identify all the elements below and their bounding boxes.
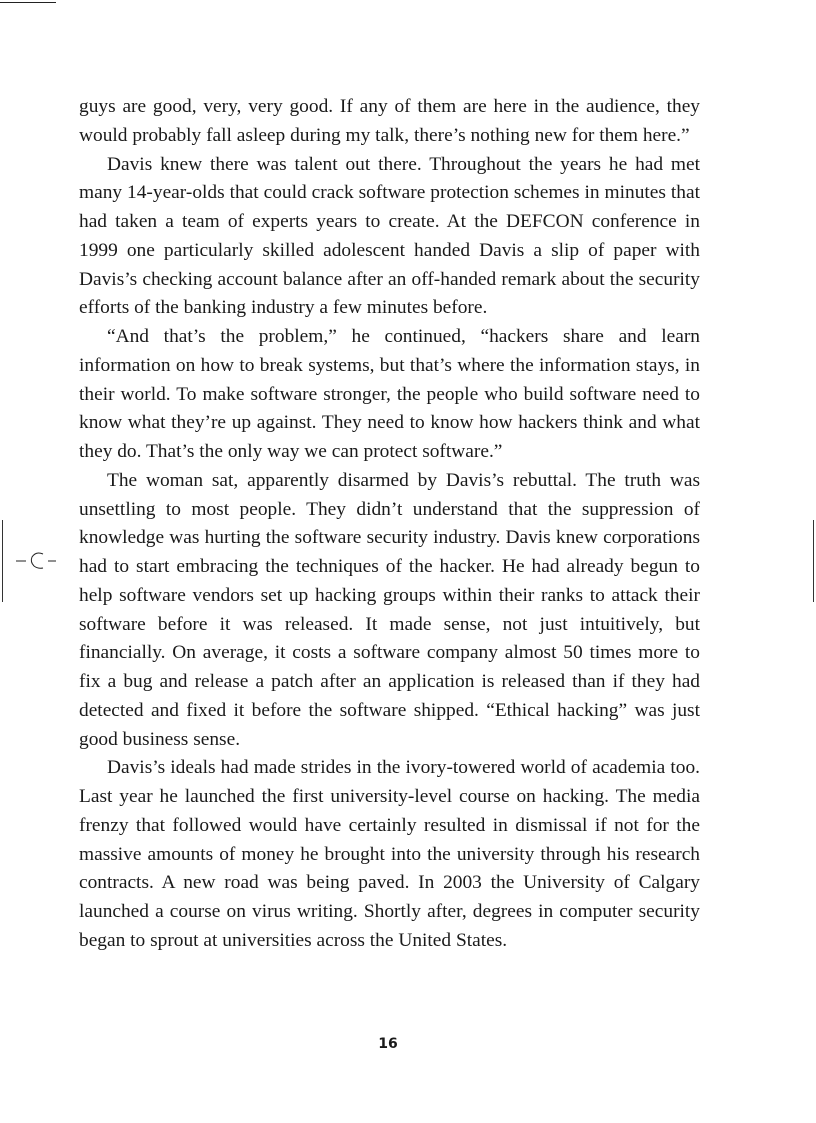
crop-mark-right <box>813 520 814 602</box>
paragraph-4: The woman sat, apparently disarmed by Davis’s rebuttal. The truth was unsettling to most people. They didn’t understand that the suppression of knowledge was hurting the software security industry. Davis knew corporations had to start embracing the techniques of the hacker. He had already begun to help software vendors set up hacking groups within their ranks to attack their software before it was released. It made sense, not just intuitively, but financially. On average, it costs a software company almost 50 times more to fix a bug and release a patch after an application is released than if they had detected and fixed it before the software shipped. “Ethical hacking” was just good business sense. <box>79 469 700 750</box>
paragraph-3: “And that’s the problem,” he continued, “hackers share and learn information on how to break systems, but that’s where the information stays, in their world. To make software stronger, the people who build software need to know what they’re up against. They need to know how hackers think and what they do. That’s the only way we can protect software.” <box>79 326 700 462</box>
crop-mark-left <box>2 520 3 602</box>
paragraph-2: Davis knew there was talent out there. Throughout the years he had met many 14-year-olds that could crack software protection schemes in minutes that had taken a team of experts years to create. At the DEFCON conference in 1999 one particularly skilled adolescent handed Davis a slip of paper with Davis’s checking account balance after an off-handed remark about the security efforts of the banking industry a few minutes before. <box>79 153 700 319</box>
body-text <box>79 93 700 956</box>
crop-mark-top-left <box>0 2 56 3</box>
paragraph-1: guys are good, very, very good. If any of them are here in the audience, they would probably fall asleep during my talk, there’s nothing new for them here.” <box>79 96 700 146</box>
paragraph-5: Davis’s ideals had made strides in the ivory-towered world of academia too. Last year he launched the first university-level course on hacking. The media frenzy that followed would have certainly resulted in dismissal if not for the massive amounts of money he brought into the university through his research contracts. A new road was being paved. In 2003 the University of Calgary launched a course on virus writing. Shortly after, degrees in computer security began to sprout at universities across the United States. <box>79 757 700 951</box>
registration-mark-icon <box>16 546 60 576</box>
page-number: 16 <box>378 1036 398 1052</box>
